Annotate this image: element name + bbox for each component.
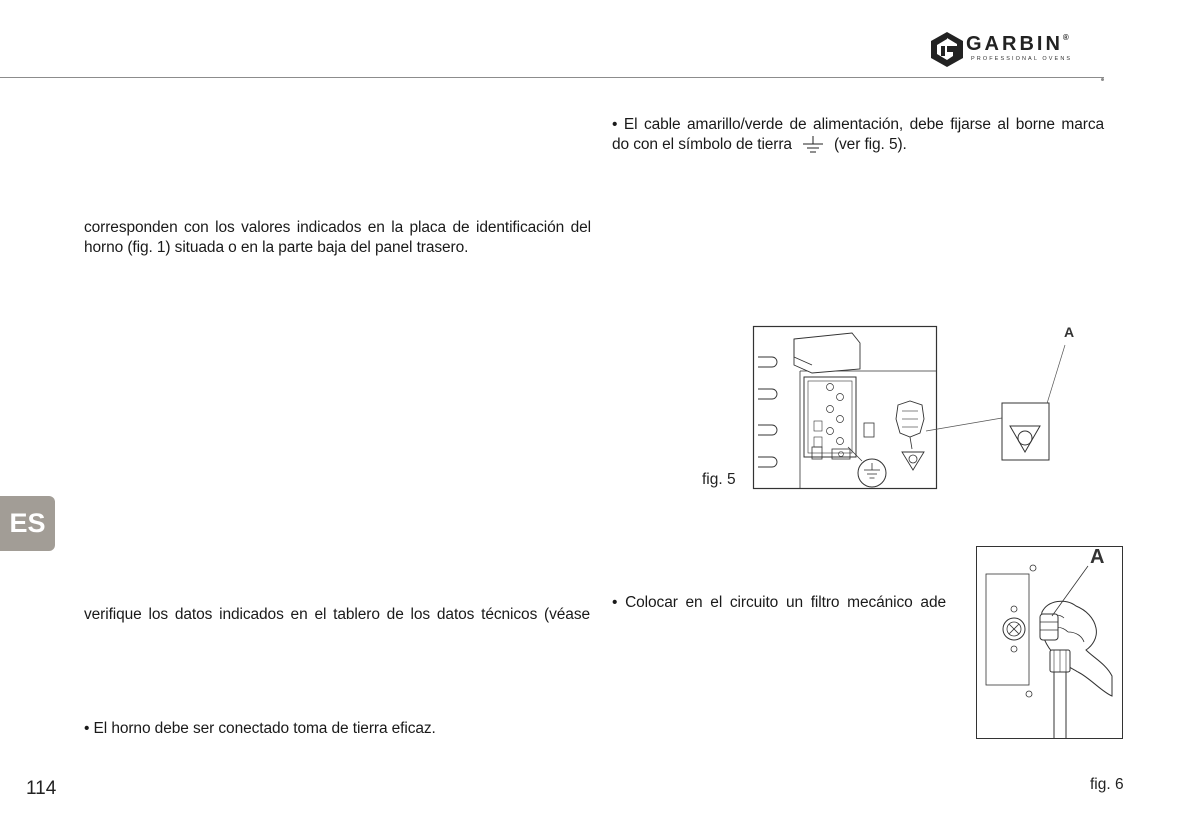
fig5-terminal-block-illustration bbox=[752, 325, 938, 490]
left-paragraph-3: • El horno debe ser conectado toma de tierra eficaz. bbox=[84, 720, 436, 737]
left-paragraph-1-line-2: horno (fig. 1) situada o en la parte baja del panel trasero. bbox=[84, 239, 469, 256]
right-paragraph-1-line-2 bbox=[612, 135, 1104, 155]
language-tab: ES bbox=[0, 496, 55, 551]
garbin-logo-icon bbox=[929, 31, 965, 68]
right-paragraph-1 bbox=[612, 115, 1104, 155]
right-paragraph-2: • Colocar en el circuito un filtro mecánico ade bbox=[612, 594, 946, 611]
fig6-filter-installation-illustration bbox=[976, 546, 1123, 739]
left-paragraph-1-line-1: corresponden con los valores indicados en la placa de identificación del bbox=[84, 219, 591, 236]
earth-ground-icon bbox=[802, 136, 824, 154]
page-number: 114 bbox=[26, 778, 57, 799]
fig5-callout-a: A bbox=[1064, 324, 1075, 340]
fig6-callout-a: A bbox=[1090, 546, 1105, 568]
fig6-caption: fig. 6 bbox=[1090, 776, 1124, 793]
right-paragraph-1-text-b: (ver fig. 5). bbox=[833, 136, 907, 153]
right-paragraph-1-text-a: do con el símbolo de tierra bbox=[612, 136, 792, 153]
brand-subtitle: PROFESSIONAL OVENS bbox=[971, 56, 1073, 62]
left-paragraph-1 bbox=[84, 218, 591, 258]
brand-name: GARBIN® bbox=[966, 33, 1069, 55]
left-paragraph-2: verifique los datos indicados en el tablero de los datos técnicos (véase bbox=[84, 606, 590, 623]
header-rule bbox=[0, 77, 1104, 78]
fig5-detail-callout bbox=[920, 320, 1090, 465]
header-rule-dot bbox=[1101, 78, 1104, 81]
fig5-caption: fig. 5 bbox=[702, 471, 736, 488]
right-paragraph-1-line-1: • El cable amarillo/verde de alimentación, debe fijarse al borne marca bbox=[612, 116, 1104, 133]
